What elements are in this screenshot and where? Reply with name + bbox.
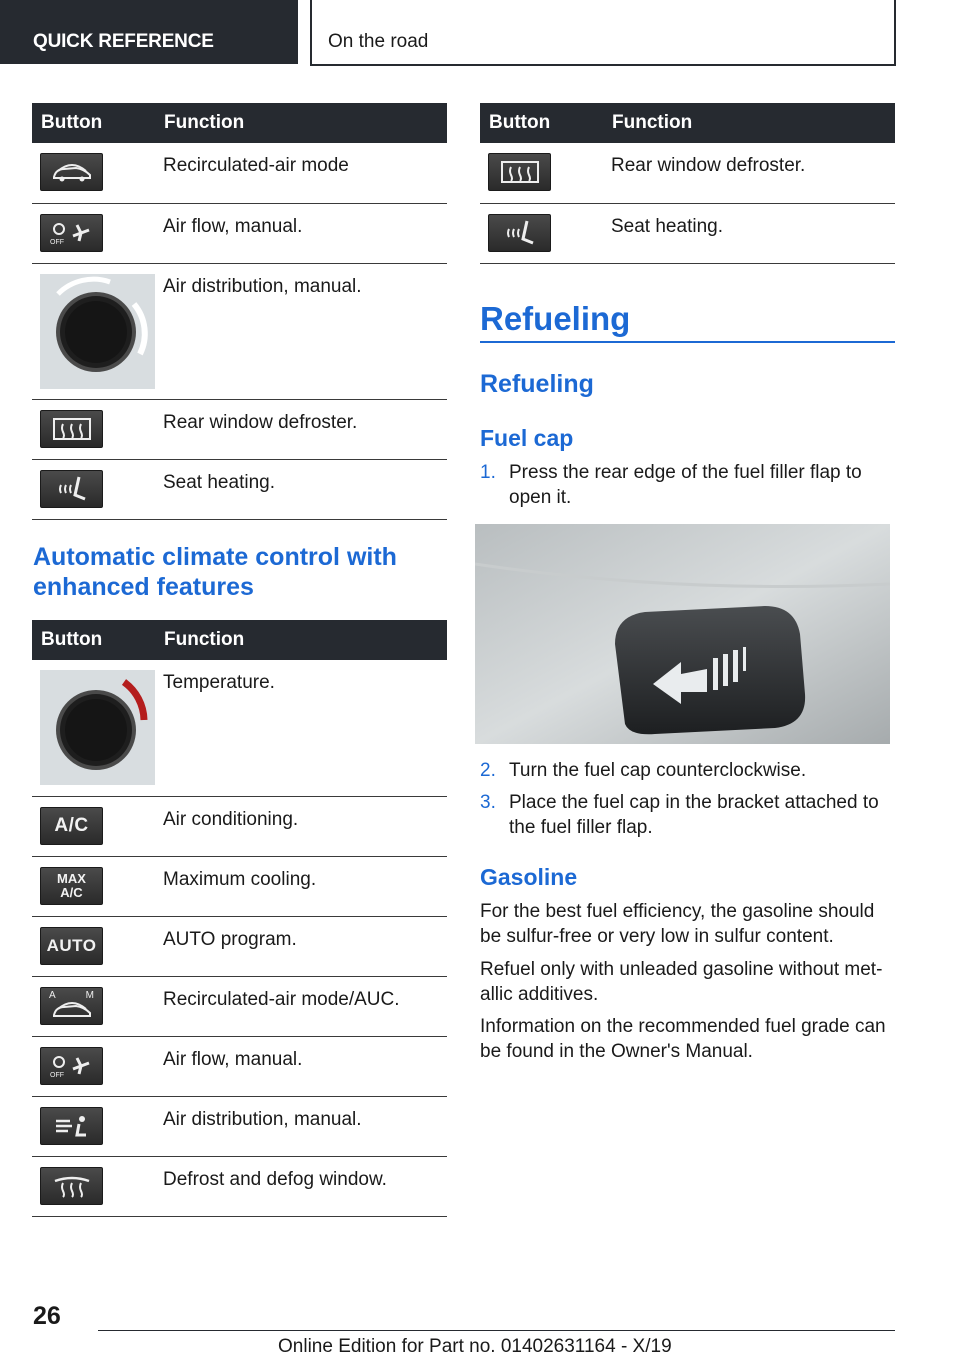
auto-icon	[40, 927, 103, 965]
function-text: Seat heating.	[155, 459, 447, 519]
title-rule	[480, 341, 895, 343]
paragraph: For the best fuel efficiency, the gasoline should be sulfur-free or very low in sulfur content.	[480, 901, 875, 947]
fuel-flap-photo	[475, 524, 890, 744]
refueling-subtitle: Refueling	[480, 370, 594, 398]
table-row	[480, 203, 895, 263]
rear-defroster-icon	[40, 410, 103, 448]
table-row	[32, 856, 447, 916]
table-row	[32, 916, 447, 976]
button-table-1	[32, 103, 447, 520]
table-row	[32, 1036, 447, 1096]
table-row	[32, 143, 447, 203]
table-row	[32, 1156, 447, 1216]
step-text-line: open it.	[509, 487, 572, 508]
list-item	[480, 790, 895, 842]
auto-label: AUTO	[46, 935, 97, 955]
recirculated-air-auc-icon	[40, 987, 103, 1025]
function-text: AUTO program.	[155, 916, 447, 976]
function-text: Rear window defroster.	[603, 143, 895, 203]
svg-text:OFF: OFF	[49, 1071, 64, 1079]
ac-icon	[40, 807, 103, 845]
step-number: 2.	[480, 760, 496, 781]
air-distribution-dial-icon	[40, 274, 155, 389]
auc-a-label: A	[49, 989, 56, 1001]
rear-defroster-icon	[488, 153, 551, 191]
auc-m-label: M	[85, 989, 94, 1001]
paragraph: Information on the recommended fuel grade can be found in the Owner's Manual.	[480, 1016, 886, 1062]
column-header-function: Function	[603, 103, 895, 143]
table-row	[32, 459, 447, 519]
page-number: 26	[33, 1302, 61, 1330]
section-heading-climate: Automatic climate control with enhanced features	[33, 543, 397, 601]
column-header-function: Function	[155, 620, 447, 660]
step-number: 3.	[480, 792, 496, 813]
section-title: QUICK REFERENCE	[33, 31, 214, 52]
seat-heating-icon	[488, 214, 551, 252]
air-flow-icon	[40, 214, 103, 252]
column-header-button: Button	[32, 620, 155, 660]
function-text: Recirculated-air mode/AUC.	[155, 976, 447, 1036]
footer-rule	[98, 1330, 895, 1331]
table-row	[32, 660, 447, 796]
refueling-title: Refueling	[480, 300, 631, 337]
column-header-button: Button	[32, 103, 155, 143]
table-row	[32, 263, 447, 399]
function-text: Temperature.	[155, 660, 447, 796]
function-text: Air distribution, manual.	[155, 263, 447, 399]
footer-edition: Online Edition for Part no. 01402631164 - X/19	[278, 1336, 672, 1357]
section-tab	[0, 0, 298, 64]
table-row	[32, 1096, 447, 1156]
seat-heating-icon	[40, 470, 103, 508]
function-text: Rear window defroster.	[155, 399, 447, 459]
function-text: Seat heating.	[603, 203, 895, 263]
air-distribution-icon	[40, 1107, 103, 1145]
step-text-line: the fuel filler flap.	[509, 817, 653, 838]
air-flow-icon	[40, 1047, 103, 1085]
svg-text:OFF: OFF	[49, 238, 64, 246]
temperature-dial-icon	[40, 670, 155, 785]
paragraph: Refuel only with unleaded gasoline without met- allic additives.	[480, 959, 883, 1005]
list-item	[480, 460, 895, 512]
column-header-button: Button	[480, 103, 603, 143]
function-text: Air distribution, manual.	[155, 1096, 447, 1156]
chapter-tab	[310, 0, 896, 66]
function-text: Air conditioning.	[155, 796, 447, 856]
defrost-icon	[40, 1167, 103, 1205]
gasoline-heading: Gasoline	[480, 864, 578, 890]
function-text: Air flow, manual.	[155, 1036, 447, 1096]
step-text-line: Place the fuel cap in the bracket attached to	[509, 792, 879, 813]
list-item	[480, 758, 895, 784]
function-text: Air flow, manual.	[155, 203, 447, 263]
step-number: 1.	[480, 462, 496, 483]
table-row	[32, 203, 447, 263]
column-header-function: Function	[155, 103, 447, 143]
max-label: MAX	[57, 870, 86, 886]
ac-label: A/C	[54, 814, 89, 836]
ac-label: A/C	[60, 884, 83, 900]
table-row	[32, 796, 447, 856]
chapter-title: On the road	[328, 31, 429, 52]
step-text-line: Press the rear edge of the fuel filler flap to	[509, 462, 862, 483]
table-row	[32, 976, 447, 1036]
function-text: Recirculated-air mode	[155, 143, 447, 203]
step-text-line: Turn the fuel cap counterclockwise.	[509, 760, 807, 781]
function-text: Defrost and defog window.	[155, 1156, 447, 1216]
recirculated-air-icon	[40, 153, 103, 191]
max-ac-icon	[40, 867, 103, 905]
button-table-3	[480, 103, 895, 264]
fuel-cap-heading: Fuel cap	[480, 425, 574, 451]
function-text: Maximum cooling.	[155, 856, 447, 916]
table-row	[32, 399, 447, 459]
table-row	[480, 143, 895, 203]
button-table-2	[32, 620, 447, 1217]
